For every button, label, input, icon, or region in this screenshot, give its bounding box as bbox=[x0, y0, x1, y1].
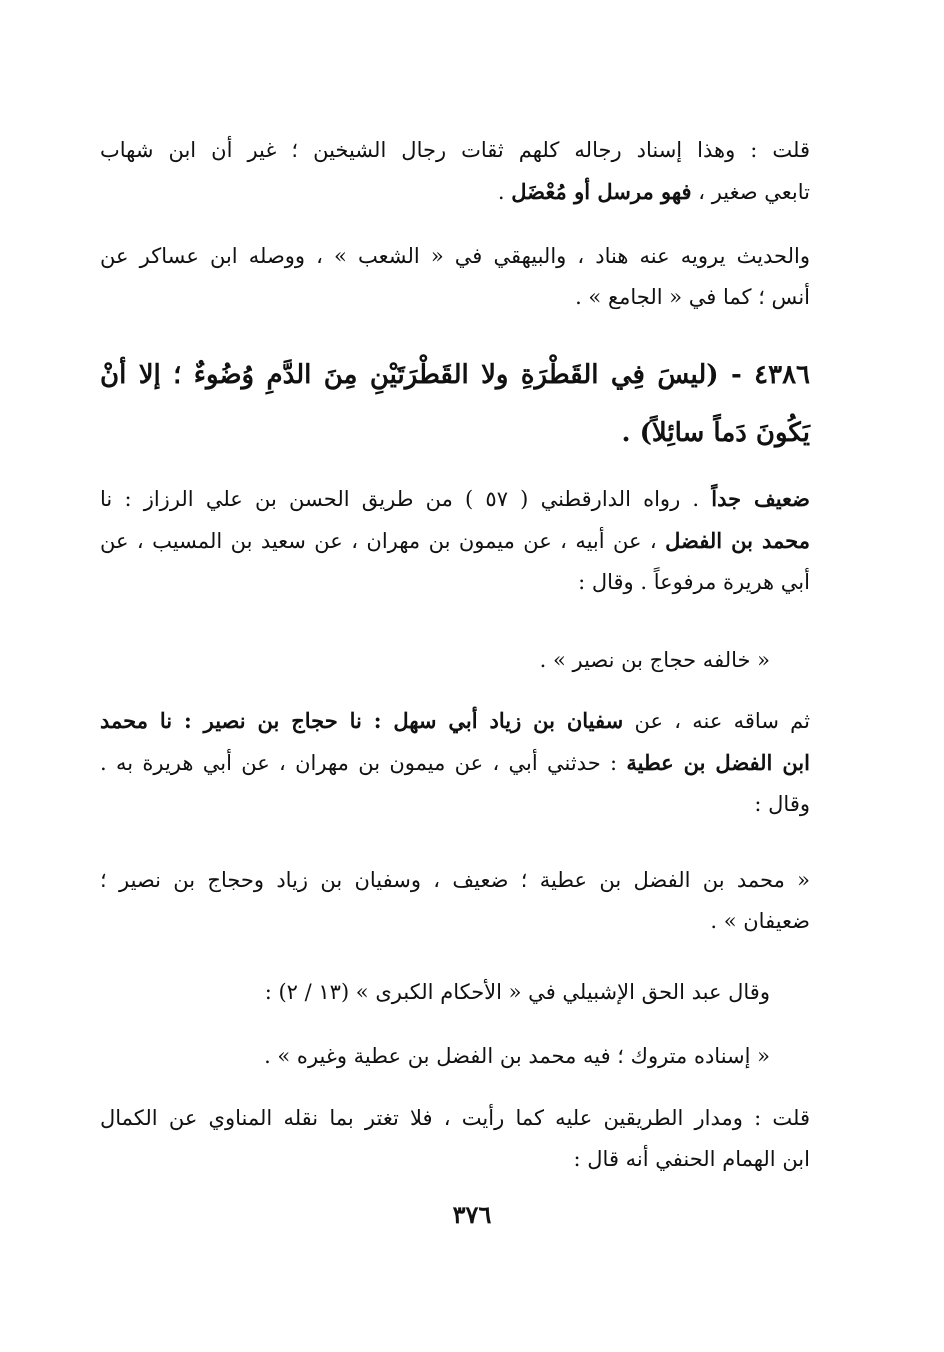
paragraph-4-line-2 bbox=[100, 742, 810, 784]
paragraph-1-line-2-text-a: تابعي صغير ، bbox=[691, 180, 810, 204]
hadith-line-2: يَكُونَ دَماً سائِلاً) . bbox=[621, 418, 810, 448]
paragraph-4-line-1 bbox=[100, 700, 810, 742]
paragraph-1-line-2 bbox=[100, 171, 810, 213]
paragraph-6-line-2: ابن الهمام الحنفي أنه قال : bbox=[573, 1147, 810, 1171]
paragraph-3-line-1-text: . رواه الدارقطني ( ٥٧ ) من طريق الحسن بن علي الرزاز : نا bbox=[100, 487, 712, 511]
paragraph-3-line-3: أبي هريرة مرفوعاً . وقال : bbox=[578, 570, 810, 594]
narrator-name: محمد بن الفضل bbox=[665, 528, 810, 553]
grading-text: ضعيف جداً bbox=[711, 486, 811, 511]
hadith-line-1: ٤٣٨٦ - (ليسَ فِي القَطْرَةِ ولا القَطْرَتَيْنِ مِنَ الدَّمِ وُضُوءٌ ؛ إلا أنْ bbox=[100, 360, 810, 390]
paragraph-4-bold-name: ابن الفضل بن عطية bbox=[626, 750, 810, 775]
paragraph-6-line-1: قلت : ومدار الطريقين عليه كما رأيت ، فلا تغتر بما نقله المناوي عن الكمال bbox=[100, 1106, 810, 1130]
paragraph-1-bold-text: فهو مرسل أو مُعْضَل bbox=[511, 179, 692, 204]
paragraph-4-bold-chain: سفيان بن زياد أبي سهل : نا حجاج بن نصير : نا محمد bbox=[100, 708, 624, 733]
paragraph-3-line-2-text: ، عن أبيه ، عن ميمون بن مهران ، عن سعيد بن المسيب ، عن bbox=[100, 529, 666, 553]
paragraph-5 bbox=[200, 972, 770, 1013]
paragraph-6 bbox=[100, 1098, 810, 1180]
paragraph-2-line-1: والحديث يرويه عنه هناد ، والبيهقي في « الشعب » ، ووصله ابن عساكر عن bbox=[100, 244, 810, 268]
paragraph-1-line-1: قلت : وهذا إسناد رجاله كلهم ثقات رجال الشيخين ؛ غير أن ابن شهاب bbox=[100, 138, 810, 162]
quote-1-line-1: « خالفه حجاج بن نصير » . bbox=[539, 648, 770, 672]
paragraph-4-line-1-text: ثم ساقه عنه ، عن bbox=[623, 709, 810, 733]
paragraph-1-line-2-text-c: . bbox=[497, 180, 512, 204]
quote-2-line-1: « محمد بن الفضل بن عطية ؛ ضعيف ، وسفيان بن زياد وحجاج بن نصير ؛ bbox=[100, 868, 810, 892]
paragraph-2-line-2: أنس ؛ كما في « الجامع » . bbox=[575, 285, 810, 309]
hadith-text bbox=[100, 346, 810, 462]
paragraph-3-line-2 bbox=[100, 520, 810, 562]
quote-2-line-2: ضعيفان » . bbox=[710, 909, 810, 933]
paragraph-2 bbox=[100, 236, 810, 318]
paragraph-3 bbox=[100, 478, 810, 603]
paragraph-5-line-1: وقال عبد الحق الإشبيلي في « الأحكام الكبرى » (١٣ / ٢) : bbox=[264, 980, 770, 1004]
paragraph-3-line-1 bbox=[100, 478, 810, 520]
page-number: ٣٧٦ bbox=[452, 1200, 492, 1229]
paragraph-4-line-3: وقال : bbox=[754, 792, 810, 816]
quote-1 bbox=[200, 640, 770, 681]
paragraph-1 bbox=[100, 130, 810, 213]
quote-3 bbox=[200, 1036, 770, 1077]
quote-2 bbox=[100, 860, 810, 942]
paragraph-4-line-2-text: : حدثني أبي ، عن ميمون بن مهران ، عن أبي هريرة به . bbox=[100, 751, 627, 775]
quote-3-line-1: « إسناده متروك ؛ فيه محمد بن الفضل بن عطية وغيره » . bbox=[264, 1044, 770, 1068]
paragraph-4 bbox=[100, 700, 810, 825]
